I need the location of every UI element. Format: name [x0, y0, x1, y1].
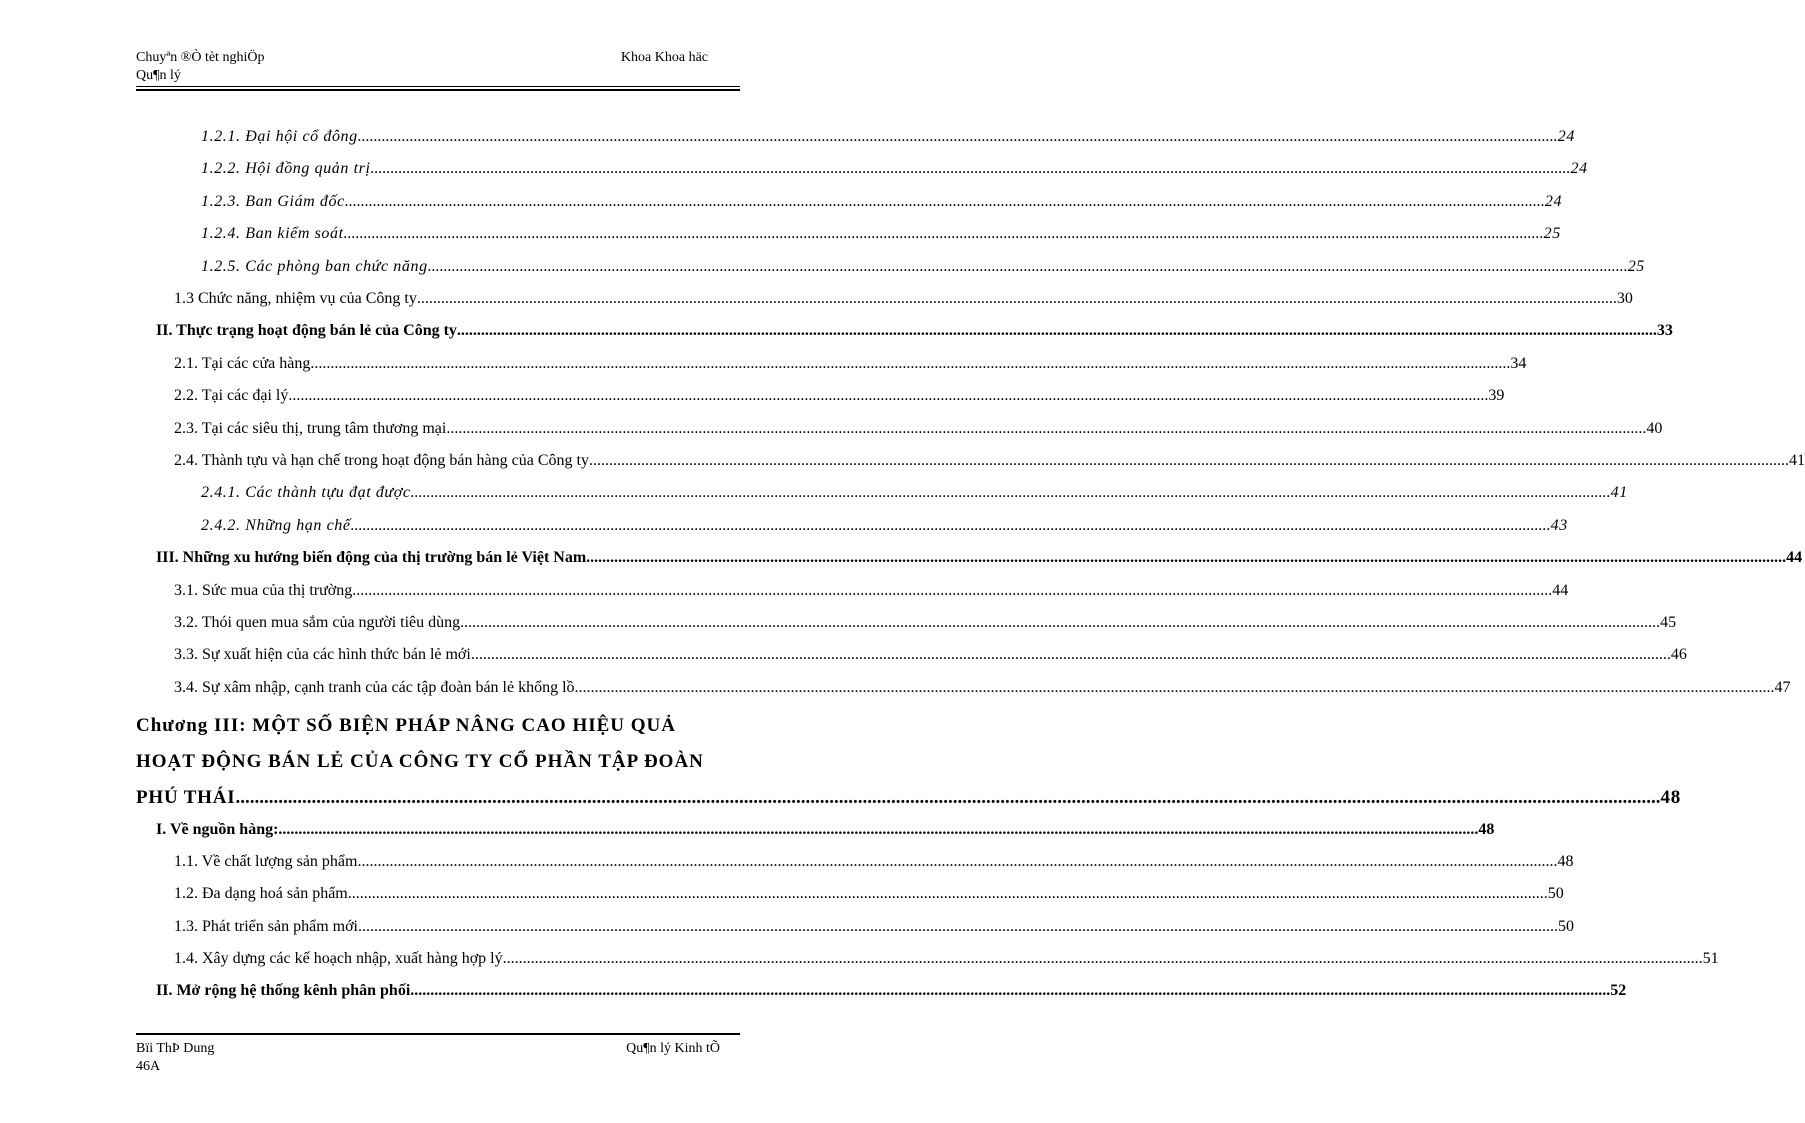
toc-entry-page: 48 [1557, 853, 1574, 870]
toc-entry-page: 40 [1646, 420, 1663, 437]
toc-entry-page: 51 [1702, 950, 1719, 967]
chapter-title-line1: Chương III: MỘT SỐ BIỆN PHÁP NÂNG CAO HIỆU QUẢ [136, 715, 676, 736]
header-rule-thin [136, 86, 740, 87]
toc-leader-dots: ............................................................................................................................................................................................................................................................................................................ [588, 452, 1789, 469]
toc-entry-title: 2.2. Tại các đại lý [174, 387, 289, 404]
header-rule-thick [136, 89, 740, 91]
toc-leader-dots: ............................................................................................................................................................................................................................................................................................................ [278, 821, 1479, 838]
toc-leader-dots: ............................................................................................................................................................................................................................................................................................................ [446, 420, 1647, 437]
toc-leader-dots: ............................................................................................................................................................................................................................................................................................................ [470, 646, 1671, 663]
toc-entry-page: 34 [1510, 355, 1527, 372]
toc-leader-dots: ............................................................................................................................................................................................................................................................................................................ [460, 614, 1661, 631]
toc-entry-page: 47 [1774, 679, 1791, 696]
toc-leader-dots: ............................................................................................................................................................................................................................................................................................................ [370, 160, 1571, 177]
toc-entry[interactable] [156, 549, 1803, 567]
toc-entry-page: 50 [1558, 918, 1574, 935]
toc-entry-title: II. Thực trạng hoạt động bán lẻ của Công ty [156, 322, 457, 339]
toc-entry-title: III. Những xu hướng biến động của thị trường bán lẻ Việt Nam [156, 549, 587, 566]
toc-entry[interactable] [174, 950, 1719, 968]
toc-entry-page: 50 [1547, 885, 1564, 902]
toc-entry-title: 3.3. Sự xuất hiện của các hình thức bán lẻ mới [174, 646, 471, 663]
toc-entry[interactable] [174, 885, 1564, 903]
toc-entry-page: 48 [1660, 787, 1682, 808]
toc-entry[interactable] [201, 225, 1561, 243]
toc-leader-dots: ............................................................................................................................................................................................................................................................................................................ [235, 787, 1661, 808]
header-left-line2: Qu¶n lý [136, 68, 181, 83]
toc-entry[interactable] [174, 387, 1505, 405]
toc-leader-dots: ............................................................................................................................................................................................................................................................................................................ [416, 290, 1617, 307]
toc-entry-title: II. Mở rộng hệ thống kênh phân phối [156, 982, 411, 999]
toc-entry-title: 1.2.5. Các phòng ban chức năng [201, 258, 428, 275]
toc-entry-page: 25 [1627, 258, 1645, 275]
toc-entry-page: 41 [1788, 452, 1805, 469]
toc-leader-dots: ............................................................................................................................................................................................................................................................................................................ [288, 387, 1489, 404]
toc-entry[interactable] [201, 484, 1628, 502]
header-right: Khoa Khoa häc [620, 50, 708, 65]
toc-entry-page: 24 [1570, 160, 1588, 177]
toc-leader-dots: ............................................................................................................................................................................................................................................................................................................ [410, 484, 1611, 501]
toc-leader-dots: ............................................................................................................................................................................................................................................................................................................ [343, 225, 1544, 242]
toc-leader-dots: ............................................................................................................................................................................................................................................................................................................ [352, 582, 1553, 599]
toc-entry-page: 44 [1552, 582, 1569, 599]
toc-entry[interactable] [201, 193, 1563, 211]
toc-entry-title: 1.2.4. Ban kiểm soát [201, 225, 344, 242]
toc-leader-dots: ............................................................................................................................................................................................................................................................................................................ [357, 128, 1558, 145]
toc-entry[interactable] [136, 787, 1682, 809]
toc-leader-dots: ............................................................................................................................................................................................................................................................................................................ [427, 258, 1628, 275]
toc-entry-page: 25 [1543, 225, 1561, 242]
toc-entry-page: 48 [1478, 821, 1495, 838]
toc-entry-title: PHÚ THÁI [136, 787, 236, 808]
toc-leader-dots: ............................................................................................................................................................................................................................................................................................................ [357, 853, 1558, 870]
toc-entry[interactable] [201, 517, 1568, 535]
toc-entry-title: 3.4. Sự xâm nhập, cạnh tranh của các tập đoàn bán lẻ khổng lồ [174, 679, 575, 696]
toc-entry-title: 1.4. Xây dựng các kế hoạch nhập, xuất hàng hợp lý [174, 950, 503, 967]
footer-right: Qu¶n lý Kinh tÕ [626, 1041, 720, 1056]
toc-entry-title: 1.1. Về chất lượng sản phẩm [174, 853, 358, 870]
toc-leader-dots: ............................................................................................................................................................................................................................................................................................................ [347, 885, 1548, 902]
header-left [136, 49, 264, 85]
toc-entry-page: 45 [1660, 614, 1677, 631]
footer-left [136, 1040, 214, 1076]
toc-entry[interactable] [174, 853, 1574, 871]
toc-entry[interactable] [174, 918, 1574, 936]
toc-entry[interactable] [156, 982, 1627, 1000]
toc-entry-title: 3.1. Sức mua của thị trường [174, 582, 353, 599]
toc-entry[interactable] [174, 646, 1687, 664]
toc-entry-title: 3.2. Thói quen mua sắm của người tiêu dùng [174, 614, 461, 631]
toc-entry-page: 39 [1488, 387, 1505, 404]
toc-entry-title: 2.3. Tại các siêu thị, trung tâm thương mại [174, 420, 447, 437]
toc-leader-dots: ............................................................................................................................................................................................................................................................................................................ [310, 355, 1511, 372]
toc-leader-dots: ............................................................................................................................................................................................................................................................................................................ [344, 193, 1545, 210]
chapter-title-line2: HOẠT ĐỘNG BÁN LẺ CỦA CÔNG TY CỔ PHẦN TẬP ĐOÀN [136, 751, 704, 772]
toc-entry[interactable] [174, 355, 1527, 373]
footer-left-line2: 46A [136, 1059, 161, 1074]
toc-entry-page: 30 [1616, 290, 1633, 307]
toc-entry-page: 52 [1610, 982, 1627, 999]
toc-entry-title: 1.2. Đa dạng hoá sản phẩm [174, 885, 348, 902]
toc-entry[interactable] [156, 821, 1495, 839]
toc-entry-page: 24 [1557, 128, 1575, 145]
toc-entry-page: 24 [1544, 193, 1563, 210]
toc-entry-title: 1.2.1. Đại hội cổ đông [201, 128, 358, 145]
toc-entry[interactable] [174, 582, 1569, 600]
toc-entry-title: I. Về nguồn hàng: [156, 821, 279, 838]
toc-entry[interactable] [174, 420, 1663, 438]
header-left-line1: Chuyªn ®Ò tèt nghiÖp [136, 50, 265, 65]
toc-entry[interactable] [201, 160, 1588, 178]
toc-leader-dots: ............................................................................................................................................................................................................................................................................................................ [574, 679, 1775, 696]
footer-rule [136, 1033, 740, 1035]
toc-entry-title: 1.2.2. Hội đồng quản trị [201, 160, 371, 177]
toc-leader-dots: ............................................................................................................................................................................................................................................................................................................ [502, 950, 1703, 967]
toc-entry[interactable] [201, 258, 1645, 276]
toc-entry-page: 44 [1786, 549, 1803, 566]
toc-leader-dots: ............................................................................................................................................................................................................................................................................................................ [358, 918, 1558, 935]
toc-entry-title: 2.4.1. Các thành tựu đạt được [201, 484, 411, 501]
toc-entry-page: 41 [1610, 484, 1628, 501]
toc-entry-page: 46 [1670, 646, 1687, 663]
toc-entry-title: 1.3 Chức năng, nhiệm vụ của Công ty [174, 290, 417, 307]
toc-entry-title: 2.1. Tại các cửa hàng [174, 355, 311, 372]
toc-leader-dots: ............................................................................................................................................................................................................................................................................................................ [350, 517, 1551, 534]
toc-entry-title: 1.3. Phát triển sản phẩm mới [174, 918, 358, 935]
toc-entry[interactable] [174, 452, 1805, 470]
toc-entry-title: 2.4. Thành tựu và hạn chế trong hoạt động bán hàng của Công ty [174, 452, 589, 469]
toc-entry[interactable] [156, 322, 1673, 340]
toc-entry-title: 2.4.2. Những hạn chế [201, 517, 351, 534]
toc-entry-page: 33 [1656, 322, 1673, 339]
toc-entry[interactable] [201, 128, 1575, 146]
toc-entry[interactable] [174, 679, 1791, 697]
footer-left-line1: Bïi ThÞ Dung [136, 1041, 215, 1056]
toc-leader-dots: ............................................................................................................................................................................................................................................................................................................ [586, 549, 1787, 566]
toc-entry[interactable] [174, 614, 1677, 632]
toc-entry-title: 1.2.3. Ban Giám đốc [201, 193, 345, 210]
toc-entry[interactable] [174, 290, 1633, 308]
toc-leader-dots: ............................................................................................................................................................................................................................................................................................................ [410, 982, 1611, 999]
toc-leader-dots: ............................................................................................................................................................................................................................................................................................................ [456, 322, 1657, 339]
toc-entry-page: 43 [1550, 517, 1568, 534]
